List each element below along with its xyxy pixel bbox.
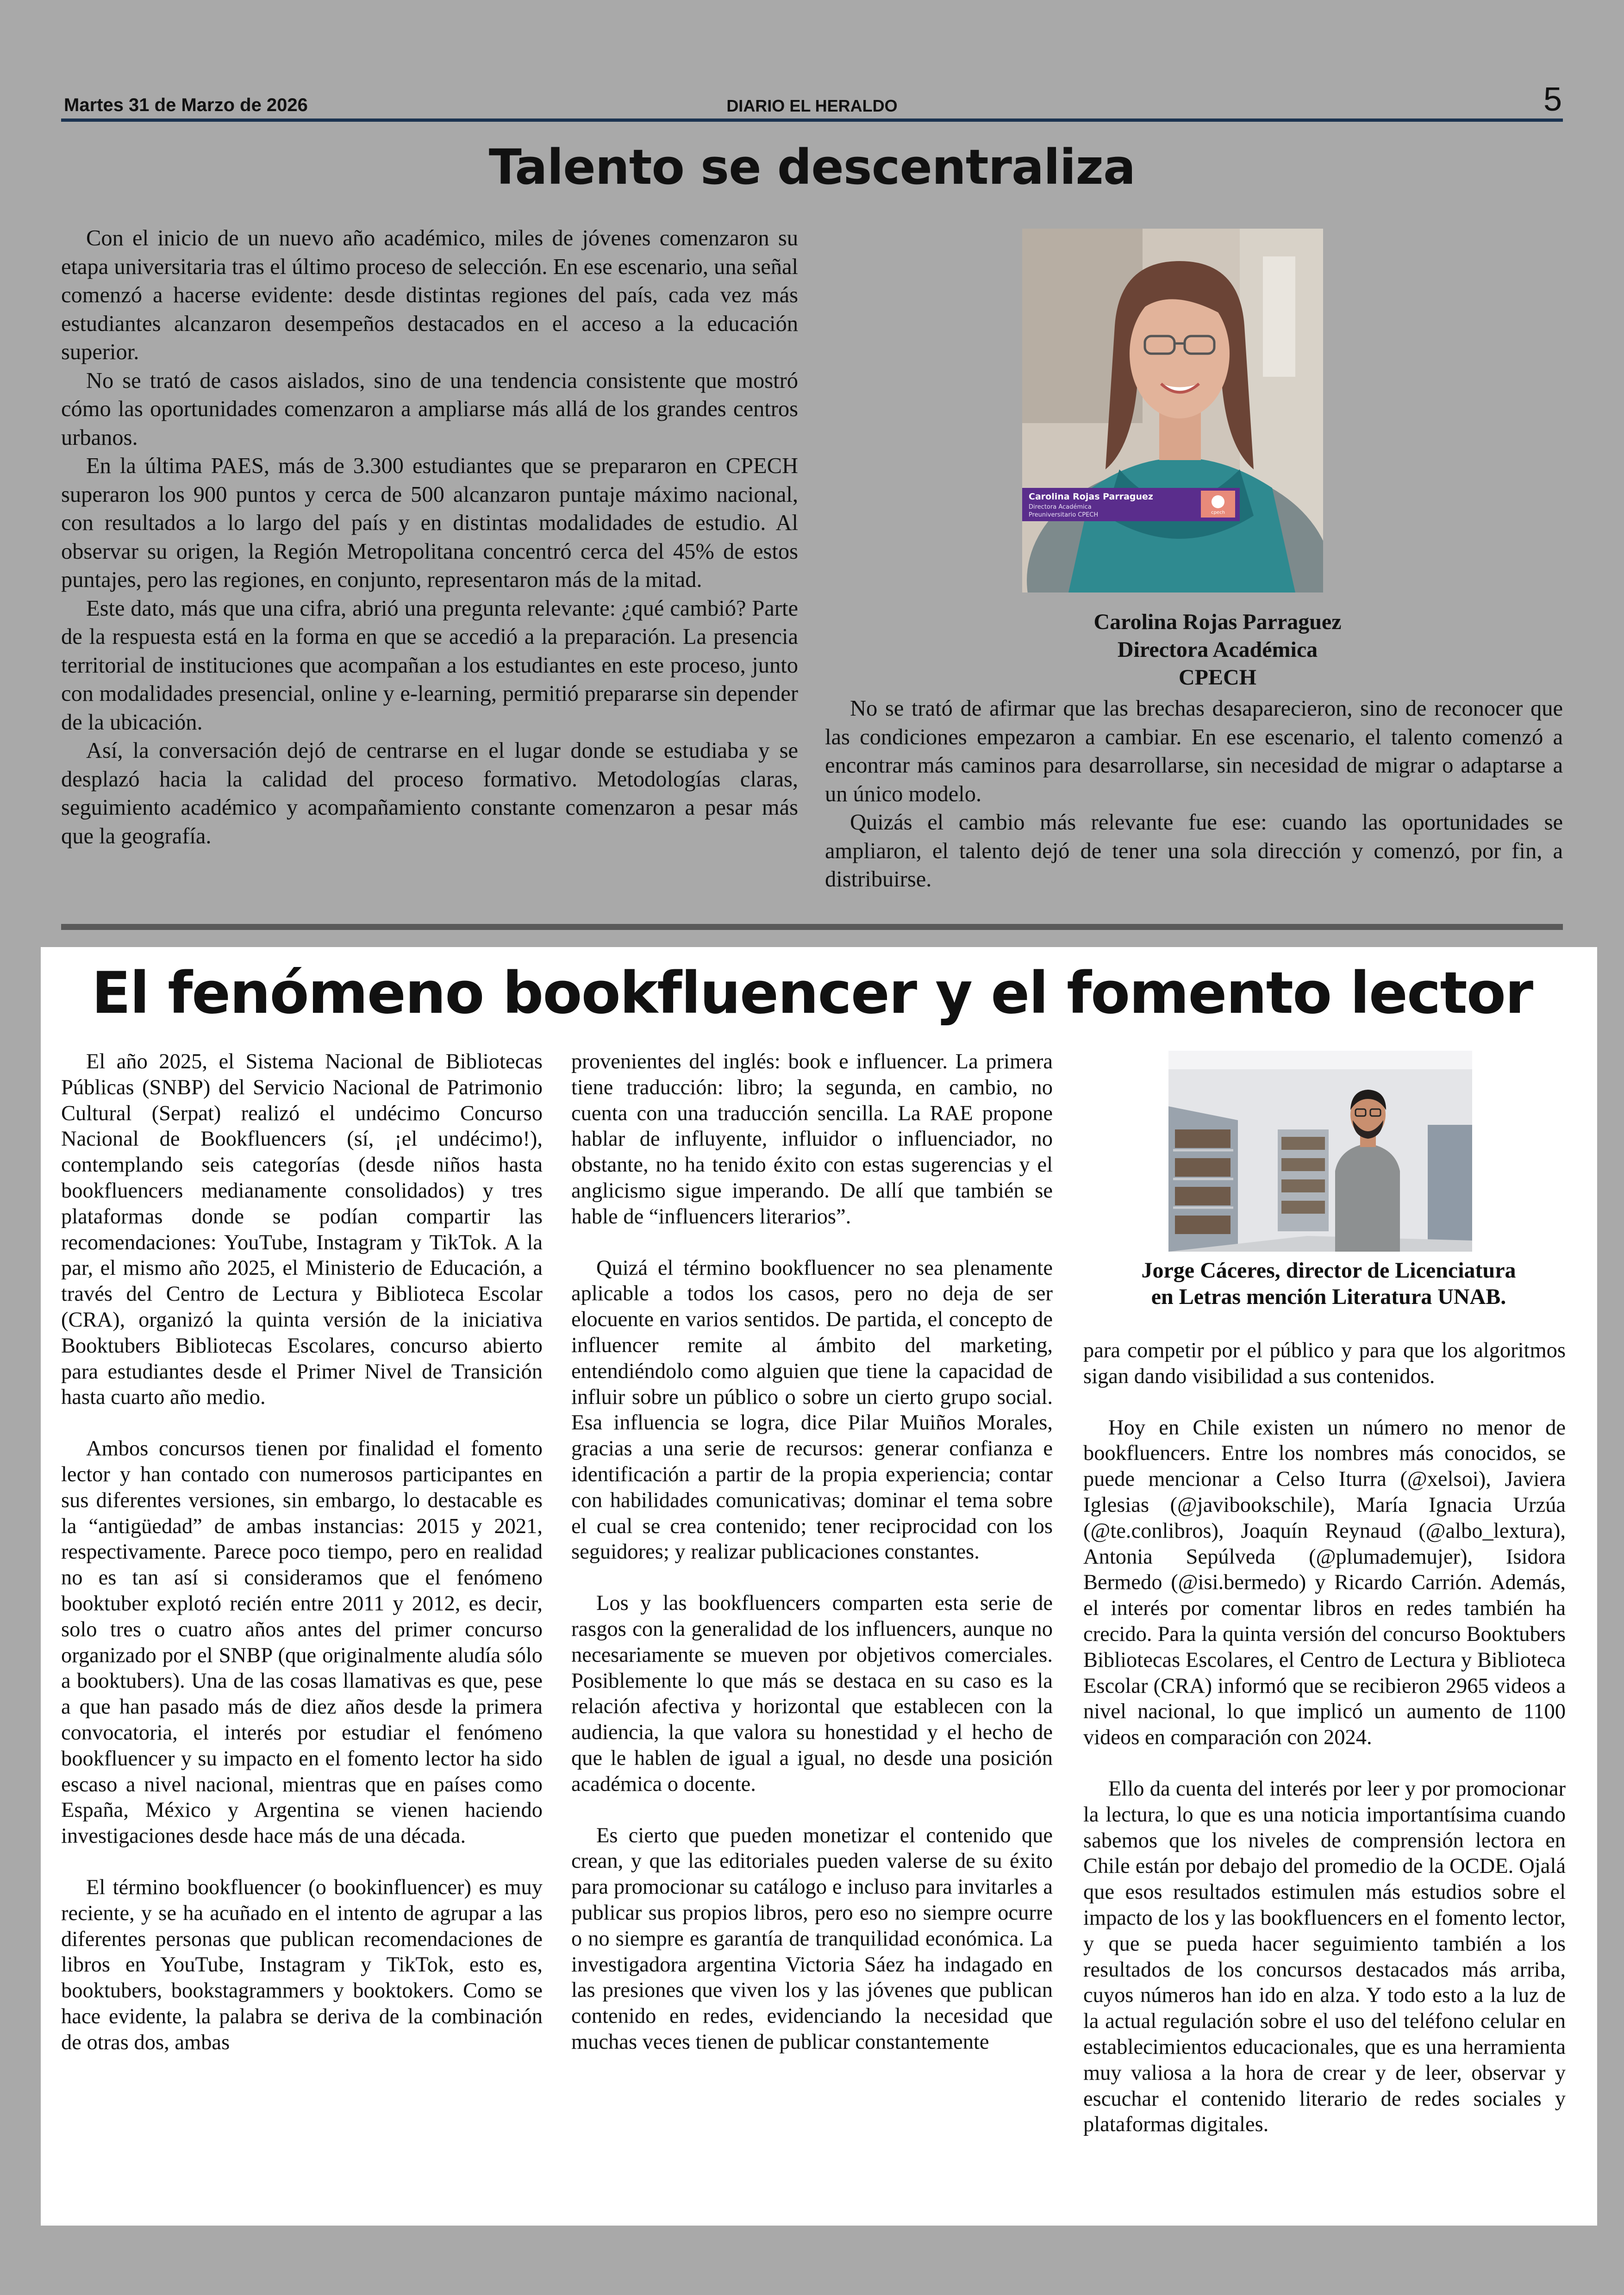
- newspaper-name: DIARIO EL HERALDO: [726, 96, 898, 115]
- article1-paragraph: Este dato, más que una cifra, abrió una pregunta relevante: ¿qué cambió? Parte de la respuesta está en la forma en que se accedió a la preparación. La presencia territorial de instituciones que acompañan a los estudiantes en este proceso, junto con modalidades presencial, online y e-learning, permitió prepararse sin depender de la ubicación.: [61, 596, 798, 735]
- article1-right-column: [825, 694, 1563, 894]
- cpech-logo: [1201, 491, 1235, 518]
- page-number: 5: [1543, 81, 1562, 118]
- article1-paragraph: No se trató de casos aislados, sino de una tendencia consistente que mostró cómo las oportunidades comenzaron a ampliarse más allá de los grandes centros urbanos.: [61, 368, 798, 450]
- caption-role: Directora Académica: [1117, 637, 1318, 662]
- article2-paragraph: para competir por el público y para que los algoritmos sigan dando visibilidad a sus contenidos.: [1083, 1339, 1566, 1388]
- article2-paragraph: Hoy en Chile existen un número no menor de bookfluencers. Entre los nombres más conocidos, se puede mencionar a Celso Iturra (@xelsoi), Javiera Iglesias (@javibookschile), María Ignacia Urzúa (@te.conlibros), Joaquín Reynaud (@albo_lextura), Antonia Sepúlveda (@plumademujer), Isidora Bermedo (@isi.bermedo) y Ricardo Carrión. Además, el interés por comentar libros en redes también ha crecido. Para la quinta versión del concurso Booktubers Bibliotecas Escolares, el Centro de Lectura y Biblioteca Escolar (CRA) informó que se recibieron 2965 videos a nivel nacional, lo que implicó un aumento de 1100 videos en comparación con 2024.: [1083, 1416, 1566, 1750]
- issue-date: Martes 31 de Marzo de 2026: [64, 95, 308, 115]
- portrait-illustration: [1022, 229, 1323, 592]
- article2-paragraph: El término bookfluencer (o bookinfluencer) es muy reciente, y se ha acuñado en el intento de agrupar a las diferentes personas que publican recomendaciones de libros en YouTube, Instagram y TikTok, esto es, booktubers, bookstagrammers y booktokers. Como se hace evidente, la palabra se deriva de la combinación de otras dos, ambas: [61, 1875, 543, 2054]
- article2-column-3: [1083, 1338, 1566, 2163]
- article1-title: Talento se descentraliza: [488, 139, 1136, 195]
- page-header: [61, 81, 1563, 119]
- article2-paragraph: Es cierto que pueden monetizar el contenido que crean, y que las editoriales pueden valerse de su éxito para promocionar su catálogo e incluso para invitarles a publicar sus propios libros, pero eso no siempre ocurre o no siempre es garantía de tranquilidad económica. La investigadora argentina Victoria Sáez ha indagado en las presiones que viven los y las jóvenes que publican contenido en redes, evidenciando la necesidad que muchas veces tienen de publicar constantemente: [571, 1823, 1053, 2054]
- article1-paragraph: Con el inicio de un nuevo año académico, miles de jóvenes comenzaron su etapa universitaria tras el último proceso de selección. En ese escenario, una señal comenzó a hacerse evidente: desde distintas regiones del país, cada vez más estudiantes alcanzaron desempeños destacados en el acceso a la educación superior.: [61, 226, 798, 364]
- article2-title: El fenómeno bookfluencer y el fomento lector: [91, 960, 1533, 1027]
- article1-paragraph: No se trató de afirmar que las brechas desaparecieron, sino de reconocer que las condiciones empezaron a cambiar. En ese escenario, el talento comenzó a encontrar más caminos para desarrollarse, sin necesidad de migrar o adaptarse a un único modelo.: [825, 696, 1563, 806]
- article1-paragraph: En la última PAES, más de 3.300 estudiantes que se prepararon en CPECH superaron los 900 puntos y cerca de 500 alcanzaron puntaje máximo nacional, con resultados a lo largo del país y en distintas modalidades de estudio. Al observar su origen, la Región Metropolitana concentró cerca del 45% de estos puntajes, pero las regiones, en conjunto, representaron más de la mitad.: [61, 454, 798, 592]
- caption-line: Jorge Cáceres, director de Licenciatura: [1141, 1258, 1516, 1283]
- svg-text:cpech: cpech: [1211, 510, 1225, 515]
- section-divider: [61, 924, 1563, 930]
- caption-name: Carolina Rojas Parraguez: [1093, 610, 1342, 634]
- portrait-banner-name: Carolina Rojas Parraguez: [1029, 492, 1153, 502]
- caption-org: CPECH: [1179, 665, 1256, 690]
- article2-paragraph: El año 2025, el Sistema Nacional de Bibliotecas Públicas (SNBP) del Servicio Nacional de Patrimonio Cultural (Serpat) realizó el undécimo Concurso Nacional de Bookfluencers (sí, ¡el undécimo!), contemplando seis categorías (desde niños hasta bookfluencers medianamente consolidados) y tres plataformas donde se podían compartir las recomendaciones: YouTube, Instagram y TikTok. A la par, el mismo año 2025, el Ministerio de Educación, a través del Centro de Lectura y Biblioteca Escolar (CRA), organizó la quinta versión de la iniciativa Booktubers Bibliotecas Escolares, concurso abierto para estudiantes desde el Primer Nivel de Transición hasta cuarto año medio.: [61, 1050, 543, 1409]
- library-photo: [1168, 1051, 1472, 1252]
- caption-line: en Letras mención Literatura UNAB.: [1151, 1285, 1506, 1309]
- article1-paragraph: Quizás el cambio más relevante fue ese: cuando las oportunidades se ampliaron, el talento dejó de tener una sola dirección y comenzó, por fin, a distribuirse.: [825, 810, 1563, 892]
- library-photo-caption: [1102, 1257, 1555, 1310]
- portrait-caption: [986, 608, 1449, 692]
- article2-paragraph: Los y las bookfluencers comparten esta serie de rasgos con la generalidad de los influencers, aunque no necesariamente se mueven por objetivos comerciales. Posiblemente lo que más se destaca en su caso es la relación afectiva y horizontal que establecen con la audiencia, la que valora su honestidad y el hecho de que le hablen de igual a igual, no desde una posición académica o docente.: [571, 1591, 1053, 1796]
- library-illustration: [1168, 1051, 1472, 1252]
- article2-paragraph: Quizá el término bookfluencer no sea plenamente aplicable a todos los casos, pero no deja de ser elocuente en varios sentidos. De partida, el concepto de influencer remite al ámbito del marketing, entendiéndolo como alguien que tiene la capacidad de influir sobre un público o sobre un cierto grupo social. Esa influencia se logra, dice Pilar Muiños Morales, gracias a una serie de recursos: generar confianza e identificación a partir de la propia experiencia; contar con habilidades comunicativas; dominar el tema sobre el cual se crea contenido; tener reciprocidad con los seguidores; y realizar publicaciones constantes.: [571, 1256, 1053, 1564]
- author-portrait-photo: [1022, 229, 1323, 592]
- article2-paragraph: provenientes del inglés: book e influencer. La primera tiene traducción: libro; la segunda, en cambio, no cuenta con una traducción sencilla. La RAE propone hablar de influyente, influidor o influenciador, no obstante, no ha tenido éxito con estas sugerencias y el anglicismo sigue imperando. De allí que también se hable de “influencers literarios”.: [571, 1050, 1053, 1229]
- portrait-banner-role: Directora Académica: [1029, 504, 1092, 511]
- article1-left-column: [61, 224, 798, 850]
- article2-column-2: [571, 1049, 1053, 2081]
- article2-paragraph: Ello da cuenta del interés por leer y por promocionar la lectura, lo que es una noticia importantísima cuando sabemos que los niveles de comprensión lectora en Chile están por debajo del promedio de la OCDE. Ojalá que esos resultados estimulen más estudios sobre el impacto de los y las bookfluencers en el fomento lector, y que se pueda hacer seguimiento también a los resultados de los concursos destacados más arriba, cuyos números han ido en alza. Y todo esto a la luz de la actual regulación sobre el uso del teléfono celular en establecimientos educacionales, que es una herramienta muy valiosa a la hora de crear y de leer, observar y escuchar el contenido literario de redes sociales y plataformas digitales.: [1083, 1777, 1566, 2137]
- article2-paragraph: Ambos concursos tienen por finalidad el fomento lector y han contado con numerosos participantes en sus diferentes versiones, sin embargo, lo destacable es la “antigüedad” de ambas instancias: 2015 y 2021, respectivamente. Parece poco tiempo, pero en realidad no es tan así si consideramos que el fenómeno booktuber explotó recién entre 2011 y 2012, es decir, solo tres o cuatro años antes del primer concurso organizado por el SNBP (que originalmente aludía sólo a booktubers). Una de las cosas llamativas es que, pese a que han pasado más de diez años desde la primera convocatoria, el interés por estudiar el fenómeno bookfluencer y su impacto en el fomento lector ha sido escaso a nivel nacional, mientras que en países como España, México y Argentina se vienen haciendo investigaciones desde hace más de una década.: [61, 1437, 543, 1848]
- article2-column-1: [61, 1049, 543, 2081]
- header-rule: [61, 118, 1563, 122]
- portrait-banner-org: Preuniversitario CPECH: [1029, 511, 1099, 518]
- article1-paragraph: Así, la conversación dejó de centrarse en el lugar donde se estudiaba y se desplazó hacia la calidad del proceso formativo. Metodologías claras, seguimiento académico y acompañamiento constante comenzaron a pesar más que la geografía.: [61, 738, 798, 848]
